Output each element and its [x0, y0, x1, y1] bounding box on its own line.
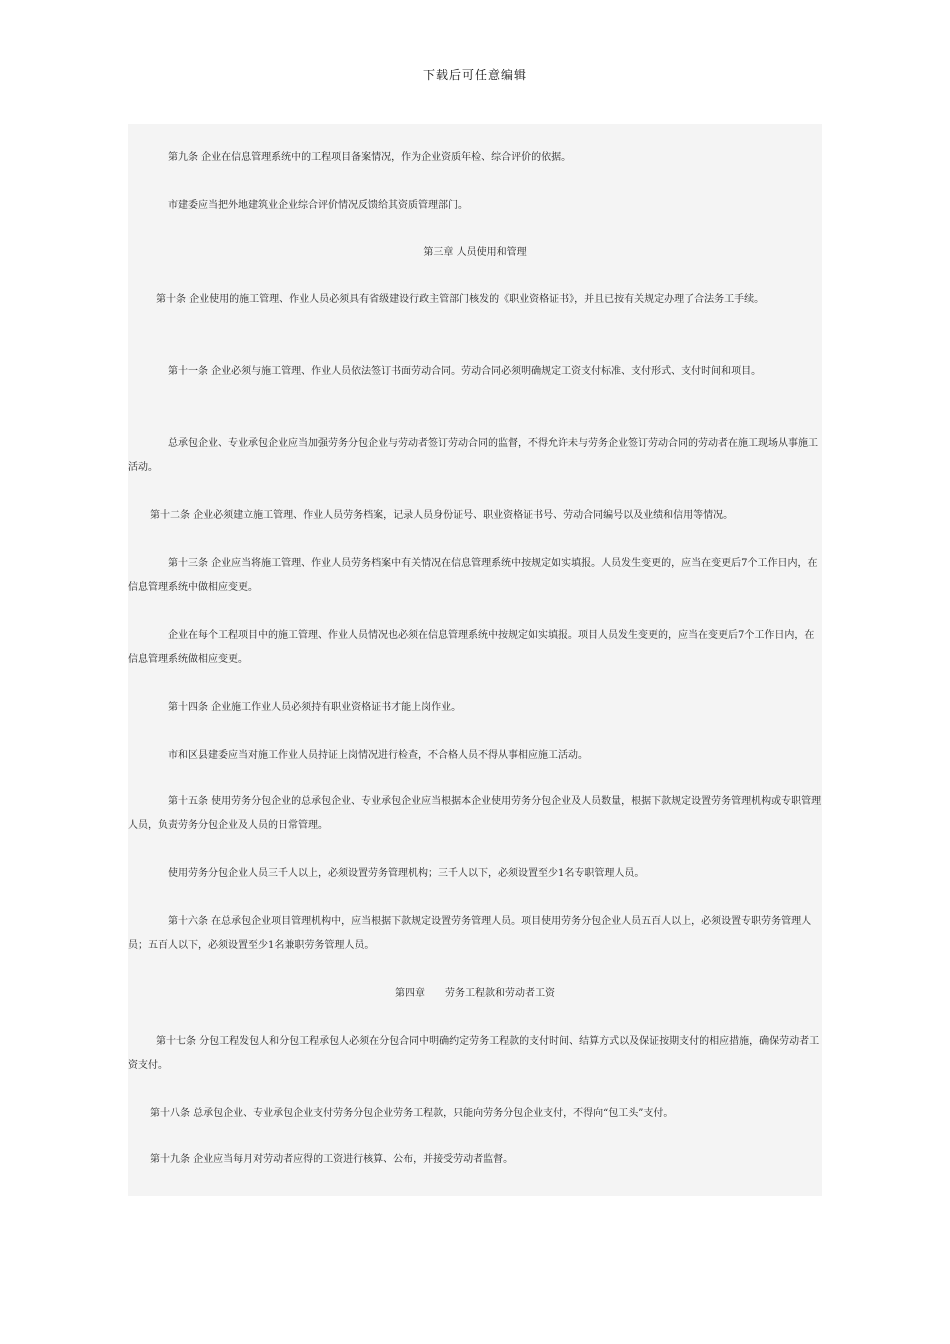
article-17-paragraph: 第十七条 分包工程发包人和分包工程承包人必须在分包合同中明确约定劳务工程款的支付时间、结算方式以及保证按期支付的相应措施，确保劳动者工资支付。 — [128, 1036, 820, 1071]
article-18-paragraph: 第十八条 总承包企业、专业承包企业支付劳务分包企业劳务工程款，只能向劳务分包企业支付，不得向“包工头”支付。 — [150, 1108, 674, 1119]
article-11-paragraph: 第十一条 企业必须与施工管理、作业人员依法签订书面劳动合同。劳动合同必须明确规定工资支付标准、支付形式、支付时间和项目。 — [168, 366, 762, 377]
article-11-supervision-paragraph: 总承包企业、专业承包企业应当加强劳务分包企业与劳动者签订劳动合同的监督，不得允许未与劳务企业签订劳动合同的劳动者在施工现场从事施工活动。 — [128, 438, 818, 473]
article-14-inspection-paragraph: 市和区县建委应当对施工作业人员持证上岗情况进行检查，不合格人员不得从事相应施工活动。 — [168, 750, 588, 761]
article-16-paragraph: 第十六条 在总承包企业项目管理机构中，应当根据下款规定设置劳务管理人员。项目使用劳务分包企业人员五百人以上，必须设置专职劳务管理人员；五百人以下，必须设置至少1名兼职劳务管理人员。 — [128, 916, 812, 951]
article-9-followup-paragraph: 市建委应当把外地建筑业企业综合评价情况反馈给其资质管理部门。 — [168, 200, 468, 211]
article-14-paragraph: 第十四条 企业施工作业人员必须持有职业资格证书才能上岗作业。 — [168, 702, 462, 713]
document-body — [128, 124, 822, 1196]
article-10-paragraph: 第十条 企业使用的施工管理、作业人员必须具有省级建设行政主管部门核发的《职业资格证书》，并且已按有关规定办理了合法务工手续。 — [156, 294, 765, 305]
page-header-title: 下载后可任意编辑 — [422, 68, 527, 82]
article-13-project-paragraph: 企业在每个工程项目中的施工管理、作业人员情况也必须在信息管理系统中按规定如实填报。项目人员发生变更的，应当在变更后7个工作日内，在信息管理系统做相应变更。 — [128, 630, 815, 665]
article-12-paragraph: 第十二条 企业必须建立施工管理、作业人员劳务档案，记录人员身份证号、职业资格证书号、劳动合同编号以及业绩和信用等情况。 — [150, 510, 734, 521]
article-15-staffing-paragraph: 使用劳务分包企业人员三千人以上，必须设置劳务管理机构；三千人以下，必须设置至少1名专职管理人员。 — [168, 868, 645, 879]
article-9-paragraph: 第九条 企业在信息管理系统中的工程项目备案情况，作为企业资质年检、综合评价的依据。 — [168, 152, 572, 163]
article-19-paragraph: 第十九条 企业应当每月对劳动者应得的工资进行核算、公布，并接受劳动者监督。 — [150, 1154, 514, 1165]
article-15-paragraph: 第十五条 使用劳务分包企业的总承包企业、专业承包企业应当根据本企业使用劳务分包企业及人员数量，根据下款规定设置劳务管理机构或专职管理人员，负责劳务分包企业及人员的日常管理。 — [128, 796, 822, 831]
article-13-paragraph: 第十三条 企业应当将施工管理、作业人员劳务档案中有关情况在信息管理系统中按规定如实填报。人员发生变更的，应当在变更后7个工作日内，在信息管理系统中做相应变更。 — [128, 558, 818, 593]
chapter-3-heading: 第三章 人员使用和管理 — [423, 247, 527, 258]
chapter-4-heading: 第四章 劳务工程款和劳动者工资 — [395, 988, 555, 999]
